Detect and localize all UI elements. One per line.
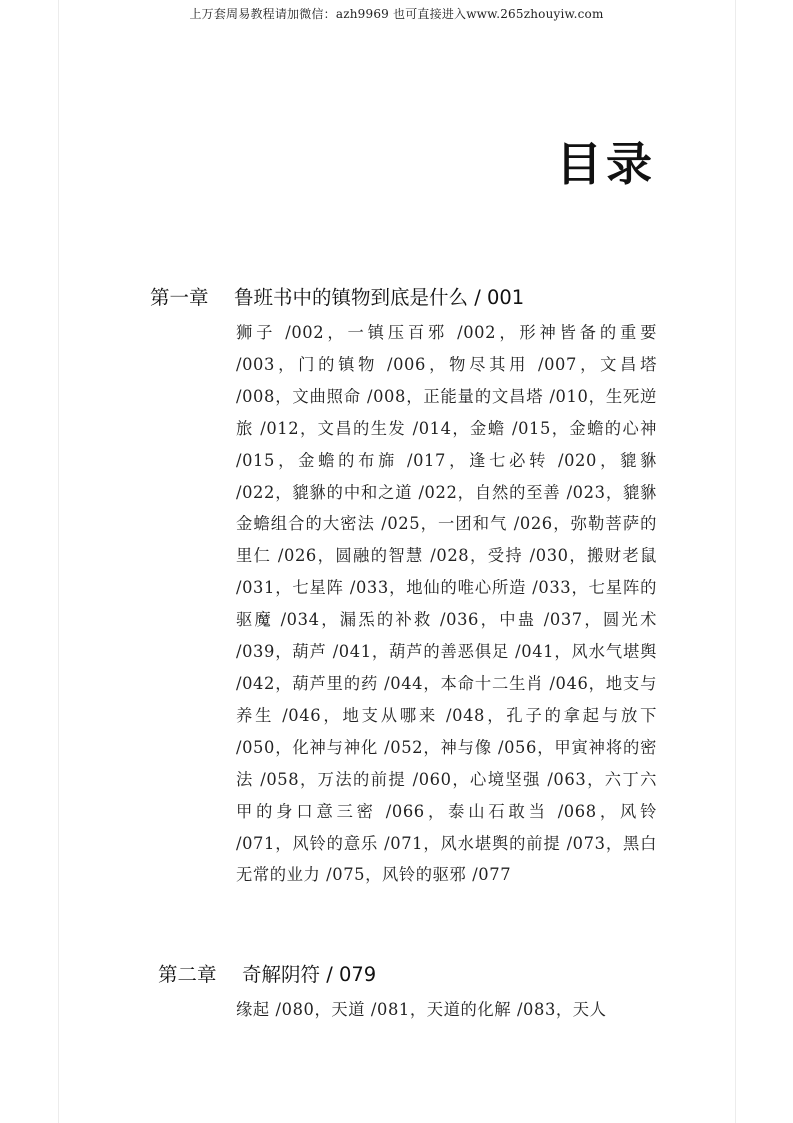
chapter-label: 第二章 <box>158 963 217 986</box>
header-note: 上万套周易教程请加微信：azh9969 也可直接进入www.265zhouyiw.com <box>189 7 604 21</box>
chapter-entries: 狮子 /002，一镇压百邪 /002，形神皆备的重要 /003，门的镇物 /006，物尽其用 /007，文昌塔 /008，文曲照命 /008，正能量的文昌塔 /010，生死逆旅 /012，文昌的生发 /014，金蟾 /015，金蟾的心神 /015，金蟾的布旆 /017，逢七必转 /020，貔貅 /022，貔貅的中和之道 /022，自然的至善 /023，貔貅金蟾组合的大密法 /025，一团和气 /026，弥勒菩萨的里仁 /026，圆融的智慧 /028，受持 /030，搬财老鼠 /031，七星阵 /033，地仙的唯心所造 /033，七星阵的驱魔 /034，漏炁的补救 /036，中蛊 /037，圆光术 /039，葫芦 /041，葫芦的善恶俱足 /041，风水气堪舆 /042，葫芦里的药 /044，本命十二生肖 /046，地支与养生 /046，地支从哪来 /048，孔子的拿起与放下 /050，化神与神化 /052，神与像 /056，甲寅神将的密法 /058，万法的前提 /060，心境坚强 /063，六丁六甲的身口意三密 /066，泰山石敢当 /068，风铃 /071，风铃的意乐 /071，风水堪舆的前提 /073，黑白无常的业力 /075，风铃的驱邪 /077 <box>236 323 657 885</box>
page-edge-right <box>735 0 736 1123</box>
chapter-title: 奇解阴符 / 079 <box>242 963 377 986</box>
chapter-heading[interactable] <box>158 959 376 987</box>
page-title: 目录 <box>556 137 656 191</box>
chapter-label: 第一章 <box>150 286 209 309</box>
chapter-entries: 缘起 /080，天道 /081，天道的化解 /083，天人 <box>236 1000 607 1019</box>
chapter-title: 鲁班书中的镇物到底是什么 / 001 <box>234 286 525 309</box>
page-edge-left <box>58 0 59 1123</box>
chapter-heading[interactable] <box>150 282 524 310</box>
